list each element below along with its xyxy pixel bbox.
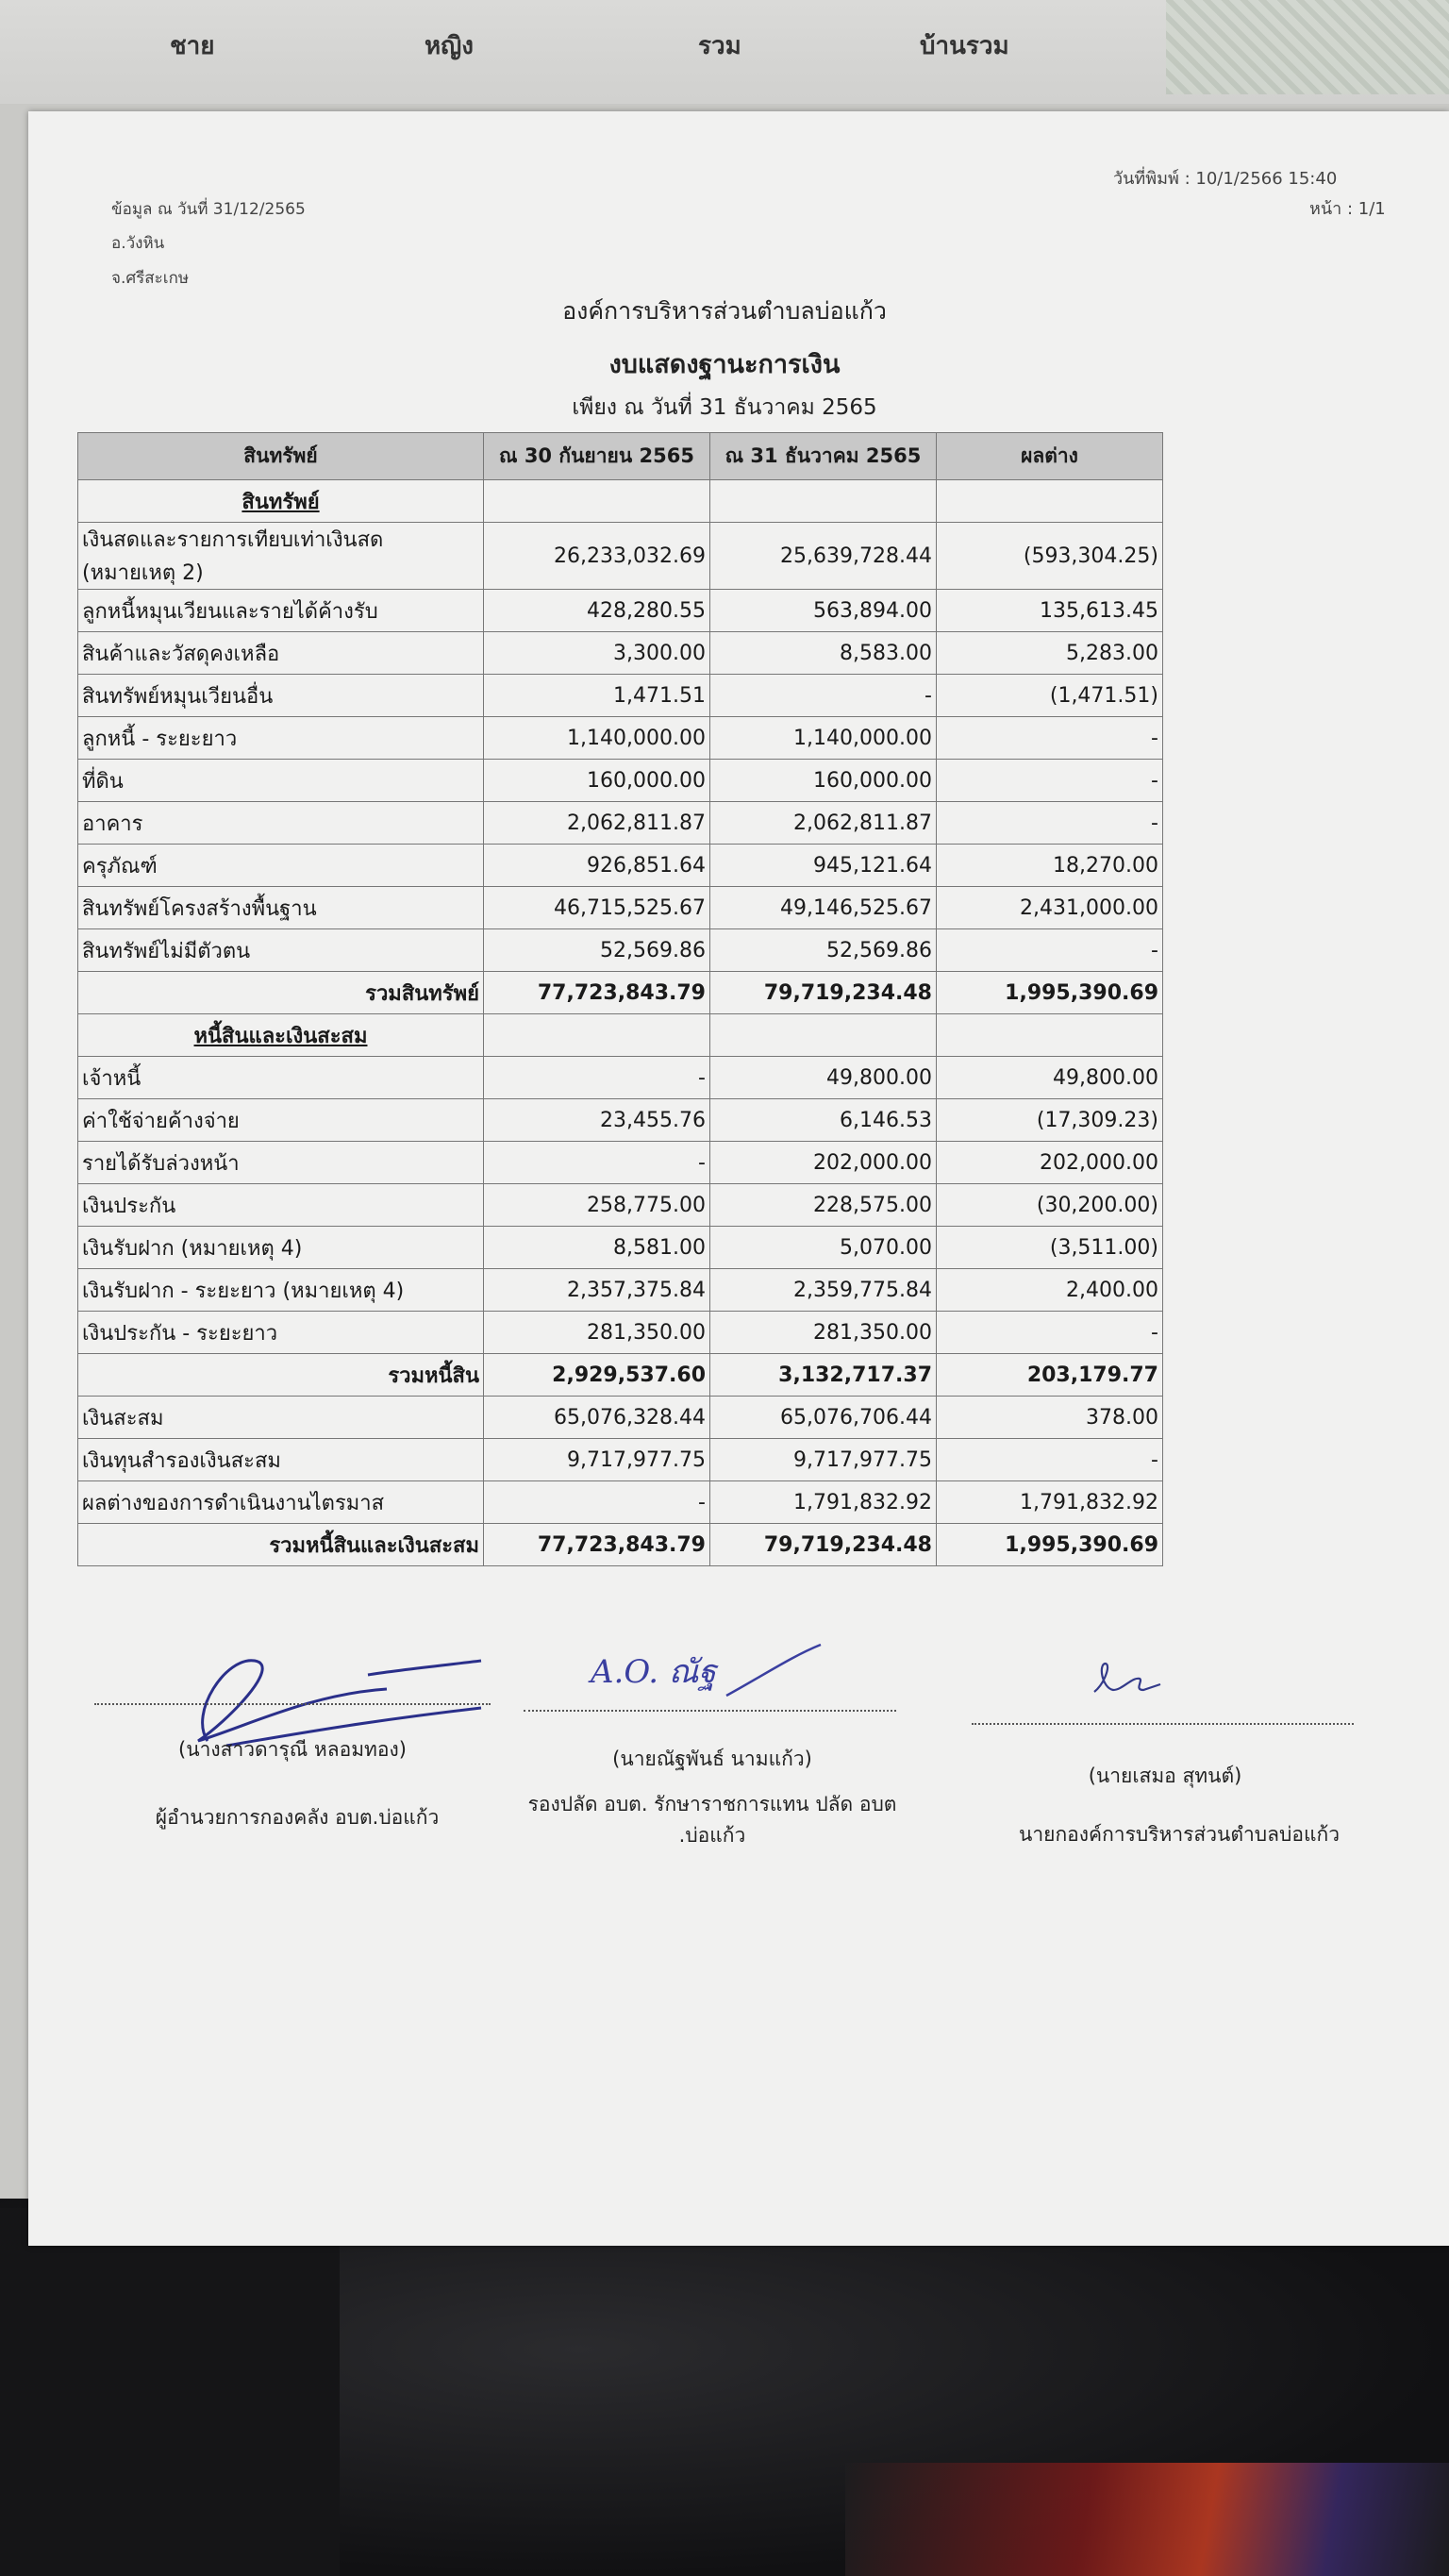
value-difference: 135,613.45 bbox=[937, 590, 1163, 632]
value-difference: 378.00 bbox=[937, 1397, 1163, 1439]
value-dec-2565: 79,719,234.48 bbox=[710, 972, 937, 1014]
row-label: อาคาร bbox=[78, 802, 484, 845]
value-sep-2565: 46,715,525.67 bbox=[484, 887, 710, 929]
empty-cell bbox=[937, 1014, 1163, 1057]
value-difference: (593,304.25) bbox=[937, 523, 1163, 590]
col-header-diff: ผลต่าง bbox=[937, 433, 1163, 480]
fabric bbox=[845, 2463, 1449, 2576]
table-row bbox=[78, 1184, 1163, 1227]
row-label: รวมหนี้สินและเงินสะสม bbox=[78, 1524, 484, 1566]
value-dec-2565: 49,146,525.67 bbox=[710, 887, 937, 929]
report-date: เพียง ณ วันที่ 31 ธันวาคม 2565 bbox=[572, 395, 877, 420]
value-sep-2565: - bbox=[484, 1481, 710, 1524]
value-sep-2565: 160,000.00 bbox=[484, 760, 710, 802]
table-row bbox=[78, 760, 1163, 802]
value-sep-2565: 428,280.55 bbox=[484, 590, 710, 632]
liabilities-total-row bbox=[78, 1354, 1163, 1397]
row-label: ลูกหนี้ - ระยะยาว bbox=[78, 717, 484, 760]
value-dec-2565: 1,791,832.92 bbox=[710, 1481, 937, 1524]
row-label: สินทรัพย์หมุนเวียนอื่น bbox=[78, 675, 484, 717]
signature-line-1 bbox=[94, 1703, 491, 1705]
org-title: องค์การบริหารส่วนตำบลบ่อแก้ว bbox=[562, 297, 887, 325]
value-dec-2565: 9,717,977.75 bbox=[710, 1439, 937, 1481]
section-heading-assets: สินทรัพย์ bbox=[78, 480, 484, 523]
table-row bbox=[78, 1057, 1163, 1099]
signature-2-handwriting bbox=[585, 1637, 830, 1713]
table-row bbox=[78, 523, 1163, 590]
row-label: เจ้าหนี้ bbox=[78, 1057, 484, 1099]
row-label: เงินสะสม bbox=[78, 1397, 484, 1439]
col-header-sep: ณ 30 กันยายน 2565 bbox=[484, 433, 710, 480]
value-difference: (1,471.51) bbox=[937, 675, 1163, 717]
balance-sheet-table bbox=[77, 432, 1163, 1566]
print-date: วันที่พิมพ์ : 10/1/2566 15:40 bbox=[1113, 169, 1338, 189]
signature-line-3 bbox=[972, 1723, 1354, 1725]
section-row-liabilities bbox=[78, 1014, 1163, 1057]
value-sep-2565: 77,723,843.79 bbox=[484, 1524, 710, 1566]
value-difference: 1,995,390.69 bbox=[937, 1524, 1163, 1566]
value-sep-2565: 26,233,032.69 bbox=[484, 523, 710, 590]
value-dec-2565: 49,800.00 bbox=[710, 1057, 937, 1099]
row-label: ค่าใช้จ่ายค้างจ่าย bbox=[78, 1099, 484, 1142]
value-dec-2565: 8,583.00 bbox=[710, 632, 937, 675]
empty-cell bbox=[937, 480, 1163, 523]
report-title: งบแสดงฐานะการเงิน bbox=[608, 350, 841, 379]
value-difference: 1,995,390.69 bbox=[937, 972, 1163, 1014]
value-difference: (17,309.23) bbox=[937, 1099, 1163, 1142]
value-difference: 2,400.00 bbox=[937, 1269, 1163, 1312]
value-sep-2565: 1,471.51 bbox=[484, 675, 710, 717]
value-dec-2565: 160,000.00 bbox=[710, 760, 937, 802]
value-difference: 1,791,832.92 bbox=[937, 1481, 1163, 1524]
value-sep-2565: 8,581.00 bbox=[484, 1227, 710, 1269]
section-heading-liabilities: หนี้สินและเงินสะสม bbox=[78, 1014, 484, 1057]
value-sep-2565: 926,851.64 bbox=[484, 845, 710, 887]
value-dec-2565: 79,719,234.48 bbox=[710, 1524, 937, 1566]
signature-3-handwriting bbox=[1085, 1656, 1170, 1703]
value-dec-2565: - bbox=[710, 675, 937, 717]
value-difference: 18,270.00 bbox=[937, 845, 1163, 887]
table-row bbox=[78, 717, 1163, 760]
row-label: เงินประกัน bbox=[78, 1184, 484, 1227]
table-row bbox=[78, 929, 1163, 972]
table-header-row bbox=[78, 433, 1163, 480]
bg-col-3: รวม bbox=[698, 32, 741, 60]
chair bbox=[0, 2208, 340, 2576]
row-label: สินทรัพย์ไม่มีตัวตน bbox=[78, 929, 484, 972]
row-label: ครุภัณฑ์ bbox=[78, 845, 484, 887]
value-difference: - bbox=[937, 1312, 1163, 1354]
value-difference: - bbox=[937, 760, 1163, 802]
signer-1-position: ผู้อำนวยการกองคลัง อบต.บ่อแก้ว bbox=[155, 1806, 440, 1829]
table-row bbox=[78, 1397, 1163, 1439]
signature-line-2 bbox=[524, 1710, 896, 1712]
value-sep-2565: 1,140,000.00 bbox=[484, 717, 710, 760]
page-number: หน้า : 1/1 bbox=[1309, 199, 1386, 219]
table-row bbox=[78, 1142, 1163, 1184]
row-label: รวมสินทรัพย์ bbox=[78, 972, 484, 1014]
value-difference: - bbox=[937, 717, 1163, 760]
bg-col-4: บ้านรวม bbox=[920, 32, 1009, 60]
value-dec-2565: 202,000.00 bbox=[710, 1142, 937, 1184]
value-dec-2565: 3,132,717.37 bbox=[710, 1354, 937, 1397]
row-label: ที่ดิน bbox=[78, 760, 484, 802]
table-row bbox=[78, 1269, 1163, 1312]
empty-cell bbox=[710, 1014, 937, 1057]
table-row bbox=[78, 802, 1163, 845]
table-row bbox=[78, 1481, 1163, 1524]
as-of-date: ข้อมูล ณ วันที่ 31/12/2565 bbox=[111, 200, 306, 219]
signer-2-name: (นายณัฐพันธ์ นามแก้ว) bbox=[612, 1748, 812, 1770]
signer-2-position bbox=[491, 1789, 934, 1850]
table-row bbox=[78, 632, 1163, 675]
table-row bbox=[78, 887, 1163, 929]
signer-3-name: (นายเสมอ สุทนต์) bbox=[1088, 1765, 1242, 1787]
value-sep-2565: - bbox=[484, 1057, 710, 1099]
row-label: เงินทุนสำรองเงินสะสม bbox=[78, 1439, 484, 1481]
table-row bbox=[78, 675, 1163, 717]
empty-cell bbox=[484, 480, 710, 523]
row-label: เงินประกัน - ระยะยาว bbox=[78, 1312, 484, 1354]
district: อ.วังหิน bbox=[111, 234, 165, 253]
grand-total-row bbox=[78, 1524, 1163, 1566]
value-sep-2565: 52,569.86 bbox=[484, 929, 710, 972]
value-sep-2565: 77,723,843.79 bbox=[484, 972, 710, 1014]
value-sep-2565: 23,455.76 bbox=[484, 1099, 710, 1142]
value-sep-2565: 2,929,537.60 bbox=[484, 1354, 710, 1397]
value-sep-2565: 281,350.00 bbox=[484, 1312, 710, 1354]
table-row bbox=[78, 1099, 1163, 1142]
value-sep-2565: 2,357,375.84 bbox=[484, 1269, 710, 1312]
row-label: รวมหนี้สิน bbox=[78, 1354, 484, 1397]
value-dec-2565: 52,569.86 bbox=[710, 929, 937, 972]
value-dec-2565: 563,894.00 bbox=[710, 590, 937, 632]
value-sep-2565: 2,062,811.87 bbox=[484, 802, 710, 845]
signer-2-position-line1: รองปลัด อบต. รักษาราชการแทน ปลัด อบต bbox=[527, 1793, 897, 1815]
value-dec-2565: 25,639,728.44 bbox=[710, 523, 937, 590]
value-difference: 49,800.00 bbox=[937, 1057, 1163, 1099]
row-label: เงินรับฝาก (หมายเหตุ 4) bbox=[78, 1227, 484, 1269]
value-dec-2565: 6,146.53 bbox=[710, 1099, 937, 1142]
row-label: เงินสดและรายการเทียบเท่าเงินสด (หมายเหตุ 2) bbox=[78, 523, 484, 590]
empty-cell bbox=[484, 1014, 710, 1057]
value-dec-2565: 228,575.00 bbox=[710, 1184, 937, 1227]
table-row bbox=[78, 590, 1163, 632]
value-difference: (30,200.00) bbox=[937, 1184, 1163, 1227]
signer-3-position: นายกองค์การบริหารส่วนตำบลบ่อแก้ว bbox=[1019, 1823, 1340, 1846]
section-row-assets bbox=[78, 480, 1163, 523]
row-label: ผลต่างของการดำเนินงานไตรมาส bbox=[78, 1481, 484, 1524]
value-dec-2565: 2,359,775.84 bbox=[710, 1269, 937, 1312]
value-sep-2565: 258,775.00 bbox=[484, 1184, 710, 1227]
row-label: สินค้าและวัสดุคงเหลือ bbox=[78, 632, 484, 675]
value-dec-2565: 65,076,706.44 bbox=[710, 1397, 937, 1439]
bg-col-2: หญิง bbox=[425, 32, 474, 60]
value-difference: 202,000.00 bbox=[937, 1142, 1163, 1184]
value-difference: 5,283.00 bbox=[937, 632, 1163, 675]
map-corner bbox=[1166, 0, 1449, 94]
assets-total-row bbox=[78, 972, 1163, 1014]
col-header-item: สินทรัพย์ bbox=[78, 433, 484, 480]
value-dec-2565: 281,350.00 bbox=[710, 1312, 937, 1354]
signature-2-handwriting-text: A.O. ณัฐ bbox=[591, 1653, 717, 1691]
table-body bbox=[78, 480, 1163, 1566]
signer-2-position-line2: .บ่อแก้ว bbox=[678, 1823, 746, 1847]
row-label: สินทรัพย์โครงสร้างพื้นฐาน bbox=[78, 887, 484, 929]
value-difference: - bbox=[937, 802, 1163, 845]
empty-cell bbox=[710, 480, 937, 523]
value-sep-2565: - bbox=[484, 1142, 710, 1184]
value-difference: 2,431,000.00 bbox=[937, 887, 1163, 929]
value-dec-2565: 2,062,811.87 bbox=[710, 802, 937, 845]
table-row bbox=[78, 1439, 1163, 1481]
value-difference: - bbox=[937, 929, 1163, 972]
row-label: เงินรับฝาก - ระยะยาว (หมายเหตุ 4) bbox=[78, 1269, 484, 1312]
value-sep-2565: 65,076,328.44 bbox=[484, 1397, 710, 1439]
value-difference: (3,511.00) bbox=[937, 1227, 1163, 1269]
value-dec-2565: 945,121.64 bbox=[710, 845, 937, 887]
table-row bbox=[78, 1312, 1163, 1354]
province: จ.ศรีสะเกษ bbox=[111, 269, 190, 288]
bg-col-1: ชาย bbox=[170, 32, 215, 60]
row-label: ลูกหนี้หมุนเวียนและรายได้ค้างรับ bbox=[78, 590, 484, 632]
value-dec-2565: 5,070.00 bbox=[710, 1227, 937, 1269]
signer-1-name: (นางสาวดารุณี หลอมทอง) bbox=[178, 1738, 407, 1761]
value-difference: - bbox=[937, 1439, 1163, 1481]
table-row bbox=[78, 845, 1163, 887]
value-sep-2565: 3,300.00 bbox=[484, 632, 710, 675]
value-difference: 203,179.77 bbox=[937, 1354, 1163, 1397]
col-header-dec: ณ 31 ธันวาคม 2565 bbox=[710, 433, 937, 480]
table-row bbox=[78, 1227, 1163, 1269]
row-label: รายได้รับล่วงหน้า bbox=[78, 1142, 484, 1184]
value-dec-2565: 1,140,000.00 bbox=[710, 717, 937, 760]
value-sep-2565: 9,717,977.75 bbox=[484, 1439, 710, 1481]
